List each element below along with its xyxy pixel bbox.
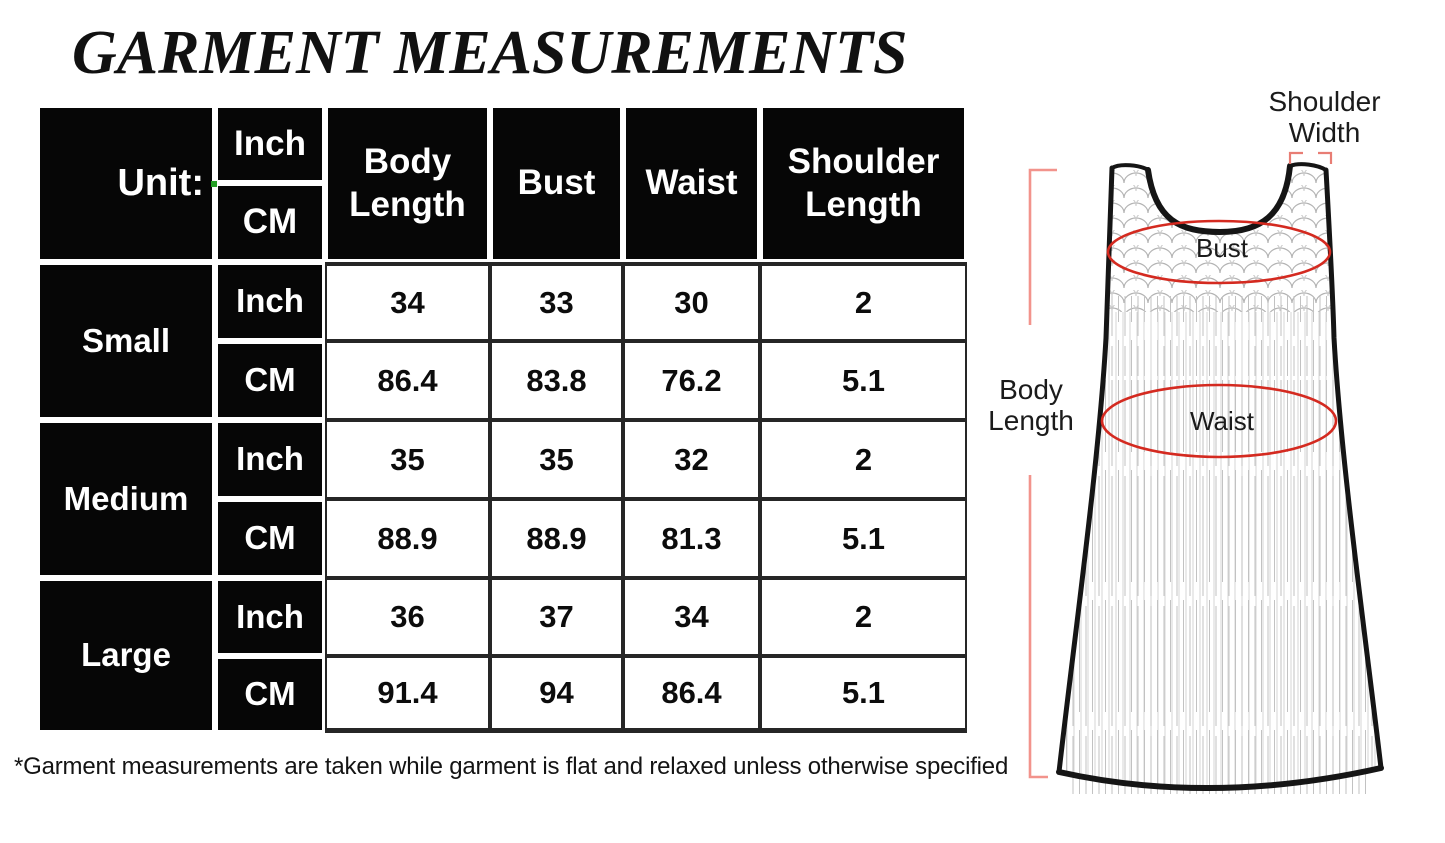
footnote: *Garment measurements are taken while garment is flat and relaxed unless otherwise specified	[14, 753, 1009, 780]
page-title: GARMENT MEASUREMENTS	[72, 19, 908, 87]
cell-small-cm-shoulder: 5.1	[760, 341, 967, 420]
cell-large-inch-shoulder: 2	[760, 578, 967, 656]
cell-small-inch-bust: 33	[490, 262, 623, 341]
cell-medium-inch-waist: 32	[623, 420, 760, 499]
row-label-small: Small	[37, 262, 215, 420]
header-col-waist: Waist	[623, 105, 760, 262]
cell-large-inch-body-length: 36	[325, 578, 490, 656]
header-unit-cm: CM	[215, 183, 325, 262]
cell-large-cm-waist: 86.4	[623, 656, 760, 733]
body-length-label: Body Length	[988, 374, 1074, 437]
cell-small-inch-shoulder: 2	[760, 262, 967, 341]
cell-medium-inch-shoulder: 2	[760, 420, 967, 499]
header-unit: Unit:	[37, 105, 215, 262]
cell-large-inch-waist: 34	[623, 578, 760, 656]
header-unit-inch: Inch	[215, 105, 325, 183]
bust-label: Bust	[1195, 233, 1249, 263]
cell-medium-cm-waist: 81.3	[623, 499, 760, 578]
shoulder-width-bracket	[1290, 153, 1331, 164]
cell-large-cm-shoulder: 5.1	[760, 656, 967, 733]
dress-illustration	[980, 80, 1445, 843]
row-label-large: Large	[37, 578, 215, 733]
header-col-body-length: Body Length	[325, 105, 490, 262]
cell-medium-inch-bust: 35	[490, 420, 623, 499]
cell-small-cm-waist: 76.2	[623, 341, 760, 420]
medium-inch-label: Inch	[215, 420, 325, 499]
cell-large-inch-bust: 37	[490, 578, 623, 656]
small-cm-label: CM	[215, 341, 325, 420]
waist-label: Waist	[1189, 406, 1255, 436]
measurements-table	[37, 105, 967, 733]
cell-small-cm-body-length: 86.4	[325, 341, 490, 420]
cell-medium-cm-bust: 88.9	[490, 499, 623, 578]
body-length-guide-line	[1030, 170, 1057, 777]
cell-large-cm-bust: 94	[490, 656, 623, 733]
shoulder-width-label: Shoulder Width	[1268, 86, 1381, 149]
header-col-shoulder-length: Shoulder Length	[760, 105, 967, 262]
cell-medium-cm-shoulder: 5.1	[760, 499, 967, 578]
large-inch-label: Inch	[215, 578, 325, 656]
cell-small-inch-waist: 30	[623, 262, 760, 341]
header-col-bust: Bust	[490, 105, 623, 262]
cell-medium-inch-body-length: 35	[325, 420, 490, 499]
cell-small-inch-body-length: 34	[325, 262, 490, 341]
medium-cm-label: CM	[215, 499, 325, 578]
large-cm-label: CM	[215, 656, 325, 733]
unit-cell-green-marker	[211, 181, 217, 187]
cell-medium-cm-body-length: 88.9	[325, 499, 490, 578]
row-label-medium: Medium	[37, 420, 215, 578]
cell-small-cm-bust: 83.8	[490, 341, 623, 420]
cell-large-cm-body-length: 91.4	[325, 656, 490, 733]
small-inch-label: Inch	[215, 262, 325, 341]
